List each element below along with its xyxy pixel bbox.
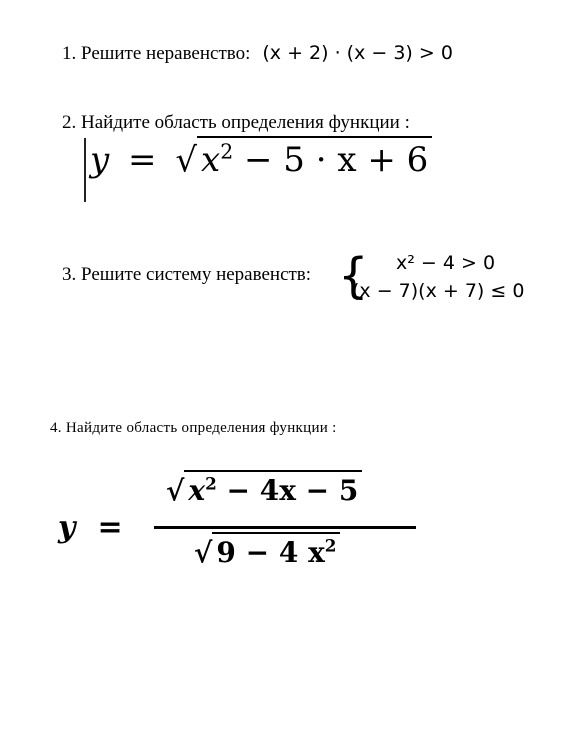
problem-1-label: 1. Решите неравенство: xyxy=(62,43,251,64)
problem-1-expression: (x + 2) · (x − 3) > 0 xyxy=(262,42,453,64)
numerator-radicand xyxy=(184,470,362,507)
radical-sign-icon: √ xyxy=(194,536,213,570)
problem-2-radicand xyxy=(197,136,432,180)
fraction-numerator xyxy=(166,474,362,507)
problem-2-x: x xyxy=(201,140,221,181)
problem-2-exponent: 2 xyxy=(220,140,234,164)
radical-sign-icon: √ xyxy=(166,474,185,508)
problem-2-lhs: y xyxy=(90,140,110,181)
problem-4-formula xyxy=(58,470,438,590)
problem-4-y: y xyxy=(58,510,76,545)
numerator-exponent: 2 xyxy=(205,474,217,494)
problem-2-radical xyxy=(175,140,432,180)
system-line-1: x² − 4 > 0 xyxy=(396,252,496,274)
fraction-denominator xyxy=(194,536,340,569)
radical-sign-icon: √ xyxy=(175,140,198,181)
brace-icon: { xyxy=(338,248,369,304)
numerator-x: x xyxy=(188,474,206,508)
fraction xyxy=(154,470,416,590)
problem-1 xyxy=(62,42,453,65)
denominator-base: 9 − 4 x xyxy=(216,536,325,570)
problem-3-label: 3. Решите систему неравенств: xyxy=(62,264,312,285)
problem-2-label: 2. Найдите область определения функции : xyxy=(62,112,410,133)
denominator-radicand xyxy=(212,532,340,569)
system-line-2: (x − 7)(x + 7) ≤ 0 xyxy=(352,280,525,302)
problem-2-eq: = xyxy=(128,140,157,181)
problem-4-lhs xyxy=(58,510,123,545)
denominator-exponent: 2 xyxy=(324,536,337,556)
numerator-rest: − 4x − 5 xyxy=(216,474,359,508)
problem-4-label: 4. Найдите область определения функции : xyxy=(50,420,337,436)
fraction-bar xyxy=(154,526,416,529)
problem-2-rest: − 5 · x + 6 xyxy=(233,140,429,181)
problem-2-formula xyxy=(84,140,432,202)
problem-4-eq: = xyxy=(97,510,123,545)
